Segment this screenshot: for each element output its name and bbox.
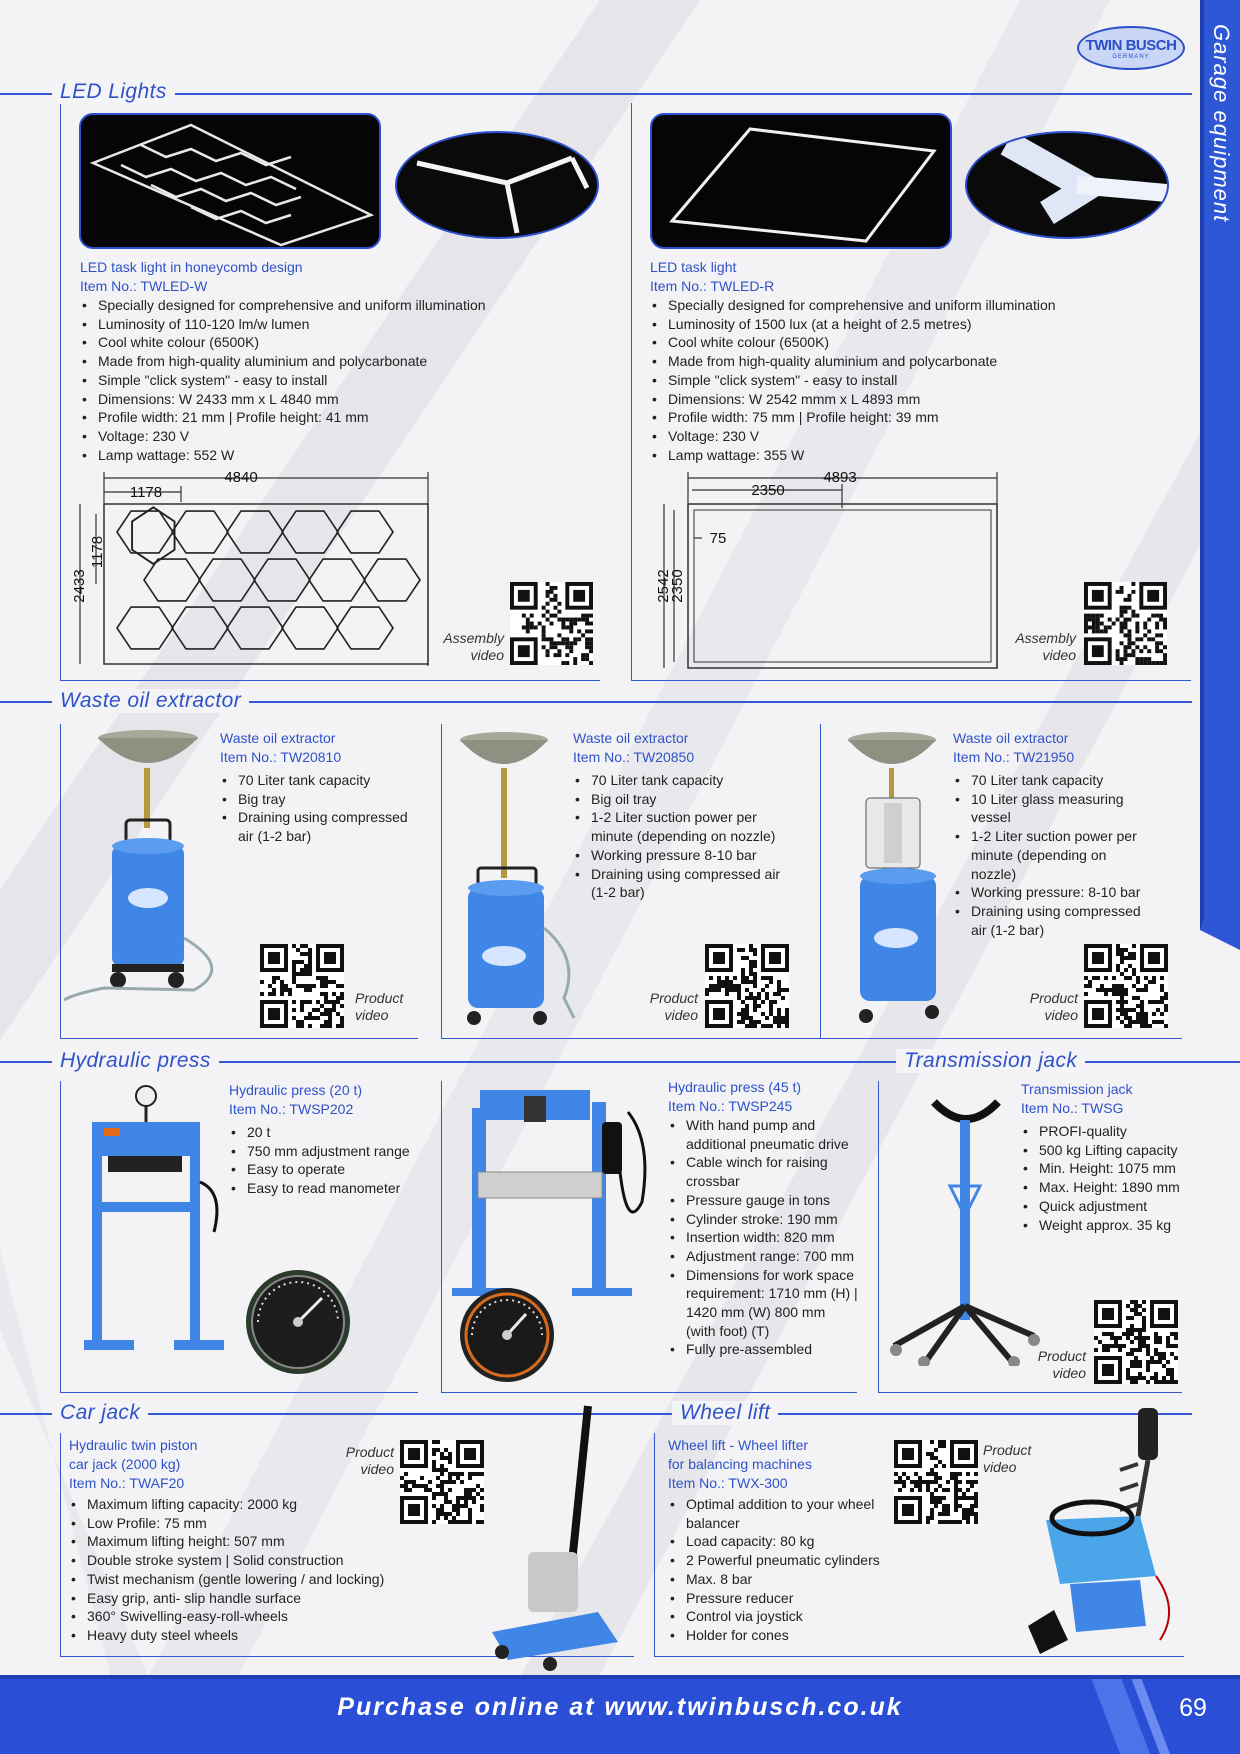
led-rectangle-photo: [650, 113, 952, 249]
qr-label-line: Assembly: [1015, 630, 1076, 646]
honeycomb-cell: [364, 559, 420, 601]
led-w-features: [80, 296, 560, 464]
led-w-dimension-drawing: [66, 466, 436, 676]
led-honeycomb-photo: [79, 113, 381, 249]
press1-item-no: Item No.: TWSP202: [229, 1101, 354, 1117]
qr-label-line: video: [355, 1007, 389, 1023]
dim-profile: 75: [709, 530, 727, 547]
side-tab-label: Garage equipment: [1209, 24, 1234, 223]
press2-title: Hydraulic press (45 t): [668, 1079, 802, 1095]
carjack-title-line2: car jack (2000 kg): [69, 1456, 181, 1472]
feature-item: • Max. Height: 1890 mm: [1021, 1178, 1201, 1197]
dim-length: 4893: [823, 469, 857, 486]
oil1-product-qr-code[interactable]: [260, 944, 344, 1028]
feature-item: • Made from high-quality aluminium and polycarbonate: [650, 352, 1170, 371]
wheellift-section-title: Wheel lift: [672, 1401, 778, 1425]
honeycomb-cell: [337, 607, 393, 649]
tjack-qr-label: [1014, 1348, 1086, 1382]
feature-item: • Specially designed for comprehensive and uniform illumination: [650, 296, 1170, 315]
honeycomb-cell: [227, 607, 283, 649]
qr-label-line: video: [664, 1007, 698, 1023]
feature-item: • Working pressure: 8-10 bar: [953, 883, 1153, 902]
led-r-assembly-qr-code[interactable]: [1084, 582, 1167, 665]
feature-item: • Profile width: 75 mm | Profile height: 39 mm: [650, 408, 1170, 427]
feature-item: • Pressure reducer: [668, 1589, 918, 1608]
qr-label-line: Product: [983, 1442, 1032, 1458]
page-number: 69: [1179, 1694, 1207, 1722]
tjack-product-qr-code[interactable]: [1094, 1300, 1178, 1384]
oil2-features: [573, 771, 783, 902]
oil3-title: Waste oil extractor: [953, 730, 1069, 746]
feature-item: • Easy to operate: [229, 1160, 429, 1179]
led-r-item-no: Item No.: TWLED-R: [650, 278, 775, 294]
feature-item: • Cylinder stroke: 190 mm: [668, 1210, 858, 1229]
feature-item: • Adjustment range: 700 mm: [668, 1247, 858, 1266]
feature-item: • Dimensions: W 2542 mmm x L 4893 mm: [650, 390, 1170, 409]
oil2-product-qr-code[interactable]: [705, 944, 789, 1028]
led-w-item-no: Item No.: TWLED-W: [80, 278, 208, 294]
car-jack-photo: [488, 1402, 628, 1672]
press1-features: [229, 1123, 429, 1198]
feature-item: • Weight approx. 35 kg: [1021, 1216, 1201, 1235]
oil-extractor-tw20850-photo: [448, 728, 584, 1028]
feature-item: • Voltage: 230 V: [80, 427, 560, 446]
qr-label-line: video: [360, 1461, 394, 1477]
transmission-jack-photo: [884, 1096, 1044, 1366]
feature-item: • 70 Liter tank capacity: [573, 771, 783, 790]
feature-item: • Easy to read manometer: [229, 1179, 429, 1198]
led-r-dimension-drawing: [652, 468, 1008, 674]
rectangle-corner-graphic: [967, 133, 1169, 239]
press1-title: Hydraulic press (20 t): [229, 1082, 363, 1098]
feature-item: • Fully pre-assembled: [668, 1340, 858, 1359]
qr-label-line: Product: [1037, 1348, 1086, 1364]
oil3-qr-label: [1006, 990, 1078, 1024]
oil-extractor-tw20810-photo: [64, 728, 230, 1004]
led-section-title: LED Lights: [52, 80, 175, 104]
wheellift-product-qr-code[interactable]: [894, 1440, 978, 1524]
wheellift-title-line2: for balancing machines: [668, 1456, 812, 1472]
rectangle-light-graphic: [652, 115, 952, 249]
feature-item: • Optimal addition to your wheel balancer: [668, 1495, 918, 1532]
feature-item: • 500 kg Lifting capacity: [1021, 1141, 1201, 1160]
led-honeycomb-detail-photo: [395, 131, 599, 239]
honeycomb-cell: [199, 559, 255, 601]
led-w-assembly-qr-code[interactable]: [510, 582, 593, 665]
dim-width: 2542: [655, 569, 672, 603]
qr-label-line: Product: [345, 1444, 394, 1460]
feature-item: • Max. 8 bar: [668, 1570, 918, 1589]
oil1-features: [220, 771, 420, 846]
feature-item: • Double stroke system | Solid construction: [69, 1551, 489, 1570]
honeycomb-cell: [172, 511, 228, 553]
feature-item: • Dimensions: W 2433 mm x L 4840 mm: [80, 390, 560, 409]
press2-features: [668, 1116, 858, 1359]
honeycomb-cell: [144, 559, 200, 601]
oil1-item-no: Item No.: TW20810: [220, 749, 342, 765]
feature-item: • 70 Liter tank capacity: [220, 771, 420, 790]
feature-item: • 2 Powerful pneumatic cylinders: [668, 1551, 918, 1570]
led-r-qr-label: [1000, 630, 1076, 664]
qr-label-line: Product: [1029, 990, 1078, 1006]
dim-width: 2433: [71, 569, 88, 603]
feature-item: • Lamp wattage: 355 W: [650, 446, 1170, 465]
twin-busch-logo: [1077, 26, 1185, 70]
wheellift-title-line1: Wheel lift - Wheel lifter: [668, 1437, 809, 1453]
feature-item: • Draining using compressed air (1-2 bar): [573, 865, 783, 902]
feature-item: • With hand pump and additional pneumatic drive: [668, 1116, 858, 1153]
honeycomb-cell: [282, 511, 338, 553]
honeycomb-cell: [309, 559, 365, 601]
feature-item: • Quick adjustment: [1021, 1197, 1201, 1216]
dim-inner-length: 2350: [751, 482, 785, 499]
led-w-title: LED task light in honeycomb design: [80, 259, 303, 275]
feature-item: • Maximum lifting capacity: 2000 kg: [69, 1495, 489, 1514]
qr-label-line: Product: [355, 990, 404, 1006]
hydraulic-press-45t-photo: [452, 1082, 662, 1302]
wheellift-item-no: Item No.: TWX-300: [668, 1475, 788, 1491]
feature-item: • 1-2 Liter suction power per minute (depending on nozzle): [573, 808, 783, 845]
feature-item: • Draining using compressed air (1-2 bar): [220, 808, 420, 845]
feature-item: • Cool white colour (6500K): [650, 333, 1170, 352]
oil3-product-qr-code[interactable]: [1084, 944, 1168, 1028]
feature-item: • Control via joystick: [668, 1607, 918, 1626]
feature-item: • PROFI-quality: [1021, 1122, 1201, 1141]
feature-item: • Made from high-quality aluminium and polycarbonate: [80, 352, 560, 371]
oil-extractor-tw21950-photo: [832, 728, 972, 1028]
feature-item: • Big oil tray: [573, 790, 783, 809]
qr-label-line: video: [470, 647, 504, 663]
feature-item: • Cable winch for raising crossbar: [668, 1153, 858, 1190]
qr-label-line: video: [983, 1459, 1017, 1475]
feature-item: • Insertion width: 820 mm: [668, 1228, 858, 1247]
dim-inner-width: 2350: [669, 569, 686, 603]
hydraulic-press-20t-photo: [84, 1082, 234, 1356]
wheel-lift-photo: [1020, 1400, 1180, 1656]
carjack-item-no: Item No.: TWAF20: [69, 1475, 185, 1491]
feature-item: • Working pressure 8-10 bar: [573, 846, 783, 865]
feature-item: • Voltage: 230 V: [650, 427, 1170, 446]
feature-item: • Luminosity of 1500 lux (at a height of 2.5 metres): [650, 315, 1170, 334]
oil2-title: Waste oil extractor: [573, 730, 689, 746]
oil1-qr-label: [355, 990, 403, 1024]
feature-item: • 1-2 Liter suction power per minute (depending on nozzle): [953, 827, 1153, 883]
oil1-title: Waste oil extractor: [220, 730, 336, 746]
honeycomb-cell: [172, 607, 228, 649]
honeycomb-cell: [254, 559, 310, 601]
feature-item: • Dimensions for work space requirement: 1710 mm (H) | 1420 mm (W) 800 mm (with foot) (T): [668, 1266, 858, 1341]
tjack-title: Transmission jack: [1021, 1081, 1133, 1097]
tjack-features: [1021, 1122, 1201, 1234]
feature-item: • Holder for cones: [668, 1626, 918, 1645]
honeycomb-light-graphic: [81, 115, 381, 249]
led-w-qr-label: [430, 630, 504, 664]
qr-label-line: Assembly: [443, 630, 504, 646]
dim-length: 4840: [224, 469, 258, 486]
feature-item: • Simple "click system" - easy to install: [80, 371, 560, 390]
carjack-qr-label: [318, 1444, 394, 1478]
honeycomb-joint-graphic: [397, 133, 599, 239]
oil3-item-no: Item No.: TW21950: [953, 749, 1075, 765]
wheellift-features: [668, 1495, 918, 1645]
qr-label-line: video: [1052, 1365, 1086, 1381]
dim-cell-width: 1178: [129, 484, 163, 501]
logo-text: TWIN BUSCH: [1085, 36, 1177, 54]
led-section-line: [0, 93, 1192, 95]
feature-item: • Draining using compressed air (1-2 bar): [953, 902, 1153, 939]
press-section-title: Hydraulic press: [52, 1049, 219, 1073]
footer-website-link[interactable]: Purchase online at www.twinbusch.co.uk: [337, 1693, 903, 1721]
feature-item: • 10 Liter glass measuring vessel: [953, 790, 1153, 827]
feature-item: • Big tray: [220, 790, 420, 809]
dim-cell-height: 1178: [89, 535, 106, 569]
feature-item: • Luminosity of 110-120 lm/w lumen: [80, 315, 560, 334]
oil2-item-no: Item No.: TW20850: [573, 749, 695, 765]
feature-item: • Specially designed for comprehensive and uniform illumination: [80, 296, 560, 315]
qr-label-line: video: [1044, 1007, 1078, 1023]
honeycomb-cell: [117, 607, 173, 649]
feature-item: • Min. Height: 1075 mm: [1021, 1159, 1201, 1178]
carjack-section-title: Car jack: [52, 1401, 148, 1425]
feature-item: • 750 mm adjustment range: [229, 1142, 429, 1161]
tjack-item-no: Item No.: TWSG: [1021, 1100, 1124, 1116]
feature-item: • Twist mechanism (gentle lowering / and locking): [69, 1570, 489, 1589]
feature-item: • Heavy duty steel wheels: [69, 1626, 489, 1645]
feature-item: • Maximum lifting height: 507 mm: [69, 1532, 489, 1551]
honeycomb-cell: [282, 607, 338, 649]
logo-subtext: GERMANY: [1112, 53, 1150, 60]
feature-item: • 70 Liter tank capacity: [953, 771, 1153, 790]
feature-item: • Profile width: 21 mm | Profile height: 41 mm: [80, 408, 560, 427]
feature-item: • Lamp wattage: 552 W: [80, 446, 560, 465]
feature-item: • 360° Swivelling-easy-roll-wheels: [69, 1607, 489, 1626]
qr-label-line: Product: [649, 990, 698, 1006]
honeycomb-cell: [337, 511, 393, 553]
carjack-product-qr-code[interactable]: [400, 1440, 484, 1524]
oil2-qr-label: [626, 990, 698, 1024]
led-rectangle-detail-photo: [965, 131, 1169, 239]
carjack-title-line1: Hydraulic twin piston: [69, 1437, 198, 1453]
honeycomb-cell: [117, 511, 173, 553]
honeycomb-cell: [227, 511, 283, 553]
feature-item: • 20 t: [229, 1123, 429, 1142]
feature-item: • Easy grip, anti- slip handle surface: [69, 1589, 489, 1608]
qr-label-line: video: [1042, 647, 1076, 663]
feature-item: • Pressure gauge in tons: [668, 1191, 858, 1210]
oil3-features: [953, 771, 1153, 939]
transmission-section-title: Transmission jack: [896, 1049, 1085, 1073]
led-r-title: LED task light: [650, 259, 737, 275]
feature-item: • Low Profile: 75 mm: [69, 1514, 489, 1533]
pressure-gauge-45t-photo: [458, 1286, 556, 1384]
feature-item: • Load capacity: 80 kg: [668, 1532, 918, 1551]
led-r-features: [650, 296, 1170, 464]
press2-item-no: Item No.: TWSP245: [668, 1098, 793, 1114]
feature-item: • Simple "click system" - easy to install: [650, 371, 1170, 390]
feature-item: • Cool white colour (6500K): [80, 333, 560, 352]
pressure-gauge-20t-photo: [244, 1268, 352, 1376]
oil-section-title: Waste oil extractor: [52, 689, 249, 713]
